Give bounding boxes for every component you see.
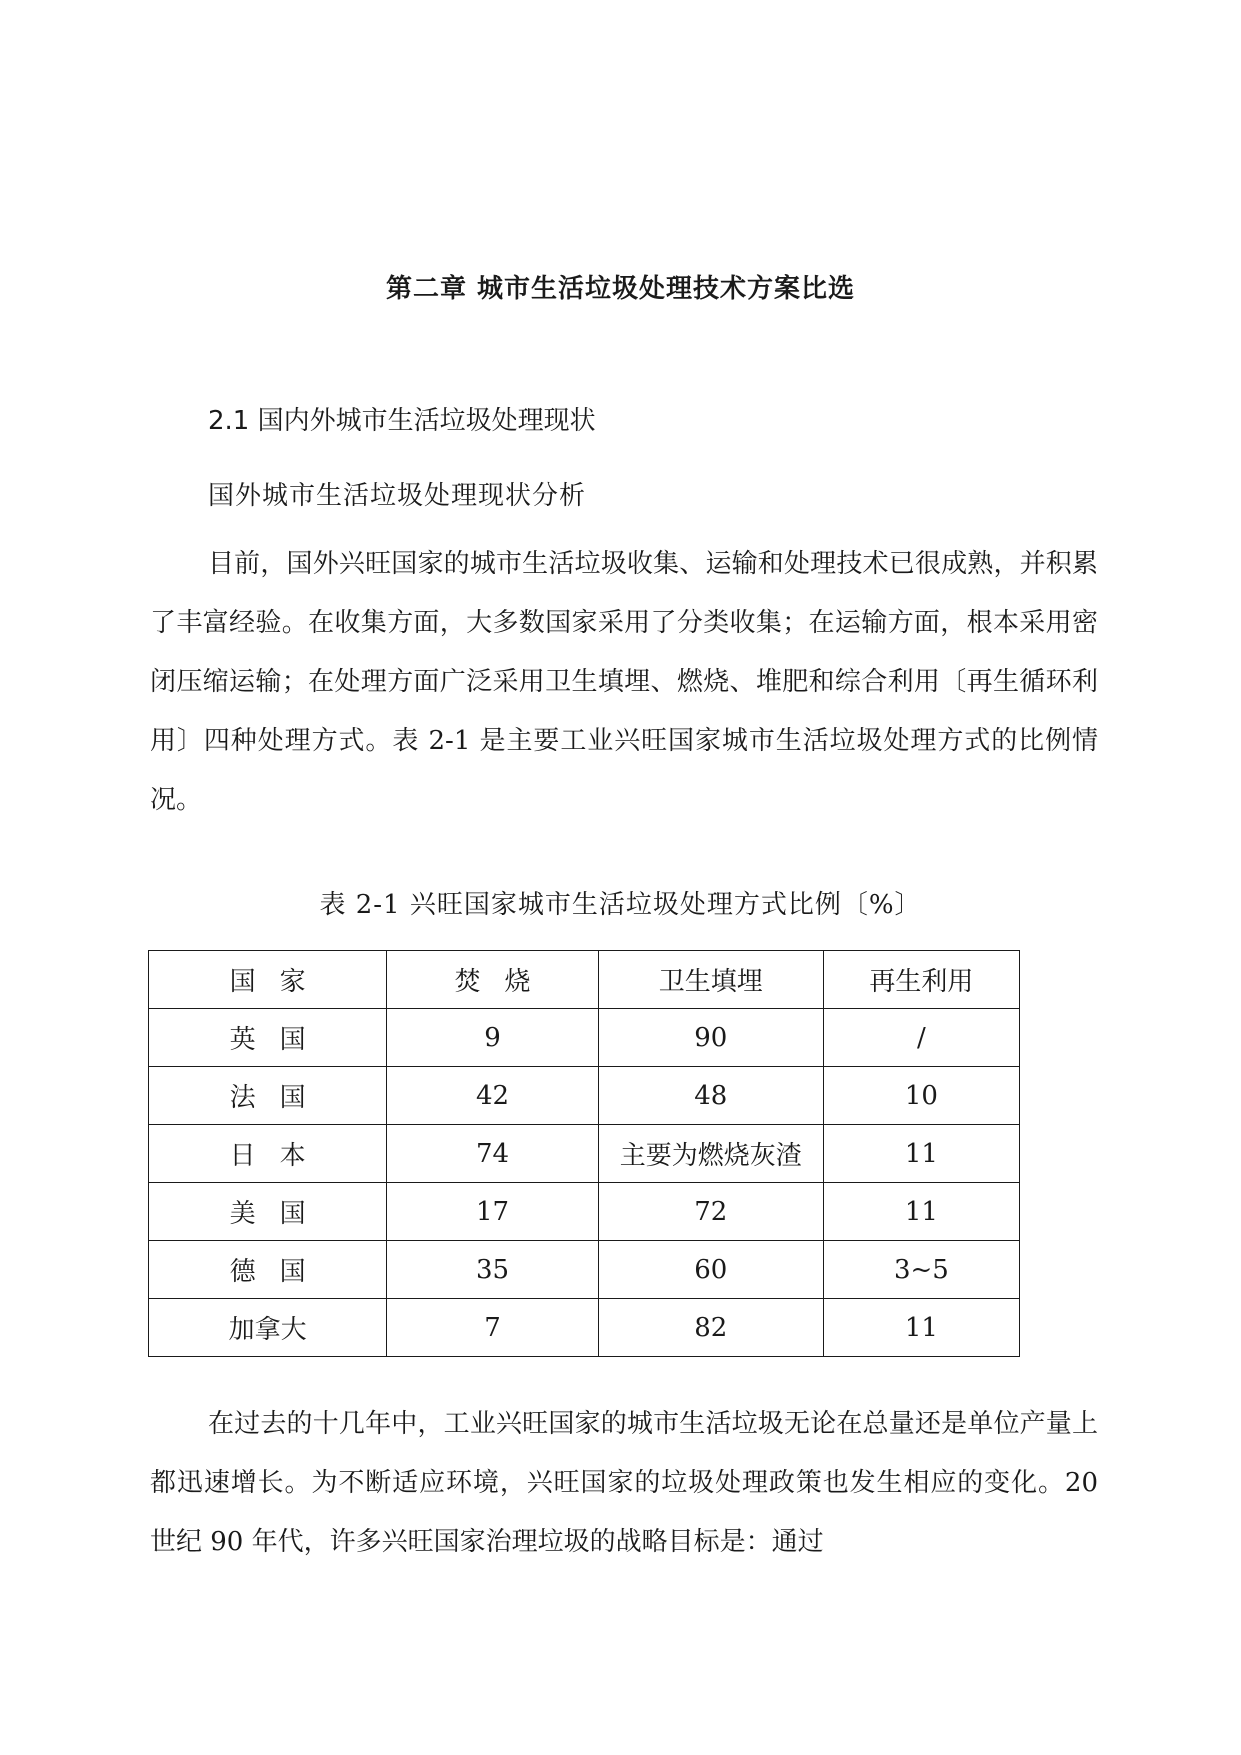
table-row: [149, 1125, 1020, 1183]
cell-incineration: 42: [387, 1067, 599, 1125]
waste-treatment-table: [148, 950, 1020, 1357]
cell-landfill: 90: [598, 1009, 823, 1067]
cell-landfill: 48: [598, 1067, 823, 1125]
cell-landfill: 72: [598, 1183, 823, 1241]
cell-incineration: 7: [387, 1299, 599, 1357]
table-row: [149, 1067, 1020, 1125]
cell-landfill: 60: [598, 1241, 823, 1299]
table-row: [149, 1241, 1020, 1299]
cell-incineration: 74: [387, 1125, 599, 1183]
subheading: 国外城市生活垃圾处理现状分析: [208, 481, 587, 511]
cell-country: 法国: [149, 1067, 387, 1125]
cell-country: 日本: [149, 1125, 387, 1183]
cell-country: 德国: [149, 1241, 387, 1299]
table-row: [149, 1183, 1020, 1241]
table-row: [149, 1299, 1020, 1357]
header-country: 国家: [149, 951, 387, 1009]
cell-incineration: 35: [387, 1241, 599, 1299]
cell-recycling: 11: [823, 1125, 1019, 1183]
header-recycling: 再生利用: [823, 951, 1019, 1009]
header-incineration: 焚烧: [387, 951, 599, 1009]
cell-recycling: 11: [823, 1183, 1019, 1241]
cell-country: 美国: [149, 1183, 387, 1241]
cell-country: 英国: [149, 1009, 387, 1067]
cell-recycling: 11: [823, 1299, 1019, 1357]
cell-landfill: 主要为燃烧灰渣: [598, 1125, 823, 1183]
table-caption: 表 2-1 兴旺国家城市生活垃圾处理方式比例〔%〕: [319, 890, 922, 920]
paragraph-intro: 目前，国外兴旺国家的城市生活垃圾收集、运输和处理技术已很成熟，并积累了丰富经验。在收集方面，大多数国家采用了分类收集；在运输方面，根本采用密闭压缩运输；在处理方面广泛采用卫生填埋、燃烧、堆肥和综合利用〔再生循环利用〕四种处理方式。表 2-1 是主要工业兴旺国家城市生活垃圾处理方式的比例情况。: [150, 549, 1098, 815]
header-landfill: 卫生填埋: [598, 951, 823, 1009]
cell-recycling: 10: [823, 1067, 1019, 1125]
paragraph-trends: 在过去的十几年中，工业兴旺国家的城市生活垃圾无论在总量还是单位产量上都迅速增长。为不断适应环境，兴旺国家的垃圾处理政策也发生相应的变化。20 世纪 90 年代，许多兴旺国家治理垃圾的战略目标是：通过: [150, 1409, 1098, 1557]
chapter-title: 第二章 城市生活垃圾处理技术方案比选: [385, 274, 856, 304]
cell-recycling: 3~5: [823, 1241, 1019, 1299]
cell-recycling: /: [823, 1009, 1019, 1067]
cell-country: 加拿大: [149, 1299, 387, 1357]
table-header-row: [149, 951, 1020, 1009]
cell-incineration: 17: [387, 1183, 599, 1241]
table-row: [149, 1009, 1020, 1067]
cell-landfill: 82: [598, 1299, 823, 1357]
section-heading: 2.1 国内外城市生活垃圾处理现状: [208, 406, 596, 436]
cell-incineration: 9: [387, 1009, 599, 1067]
